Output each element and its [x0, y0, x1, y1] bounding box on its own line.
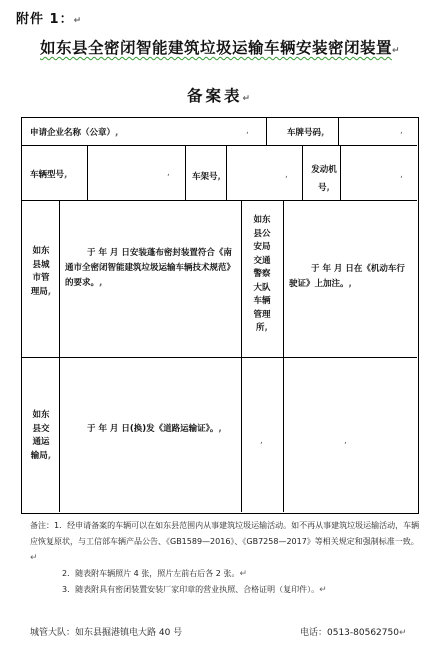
remark-3: 3．随表附具有密闭装置安装厂家印章的营业执照、合格证明（复印件）。↵: [62, 585, 327, 595]
transport-bureau-label: 如东县交通运输局,: [30, 410, 52, 461]
footer-address: 城管大队：如东县掘港镇电大路 40 号: [30, 628, 183, 638]
frame-number-label: 车架号,: [192, 172, 221, 182]
remarks-section: [30, 518, 420, 598]
frame-number-field[interactable]: ,: [285, 170, 288, 180]
attachment-label: 附件 1：↵: [16, 12, 83, 27]
applicant-name-field[interactable]: ,: [246, 126, 249, 136]
remark-1: 备注：1．经申请备案的车辆可以在如东县范围内从事建筑垃圾运输活动。如不再从事建筑垃圾运输活动，车辆应恢复原状，与工信部车辆产品公告、《GB1589—2016》、《GB7258—2017》等相关规定和强制标准一致。↵: [30, 521, 420, 563]
vehicle-model-label: 车辆型号,: [30, 170, 68, 180]
plate-number-label: 车牌号码,: [287, 128, 325, 138]
form-title-line2: 备案表↵: [186, 87, 254, 105]
filing-table: [21, 117, 419, 514]
plate-number-field[interactable]: ,: [400, 126, 403, 136]
applicant-name-label: 申请企业名称（公章）,: [30, 128, 119, 138]
remark-2: 2．随表附车辆照片 4 张，照片左前右后各 2 张。↵: [62, 569, 247, 579]
traffic-police-vehicle-office-label: 如东县公安局交通警察大队车辆管理所,: [253, 215, 271, 333]
city-management-approval-text: 于 年 月 日安装蓬布密封装置符合《南通市全密闭智能建筑垃圾运输车辆技术规范》的要求。,: [65, 248, 236, 288]
footer-phone: 电话：0513-80562750↵: [300, 628, 407, 638]
form-title-line1: 如东县全密闭智能建筑垃圾运输车辆安装密闭装置↵: [39, 39, 401, 57]
engine-number-label: 发动机号,: [311, 165, 337, 193]
traffic-police-approval-text: 于 年 月 日在《机动车行驶证》上加注。,: [289, 264, 405, 289]
lower-right-cell-mark: ,: [344, 436, 347, 446]
lower-middle-cell-mark: ,: [260, 436, 263, 446]
transport-bureau-approval-text: 于 年 月 日(换)发《道路运输证》。,: [87, 424, 222, 434]
city-management-bureau-label: 如东县城市管理局,: [30, 246, 52, 297]
engine-number-field[interactable]: ,: [400, 170, 403, 180]
vehicle-model-field[interactable]: ,: [167, 168, 170, 178]
